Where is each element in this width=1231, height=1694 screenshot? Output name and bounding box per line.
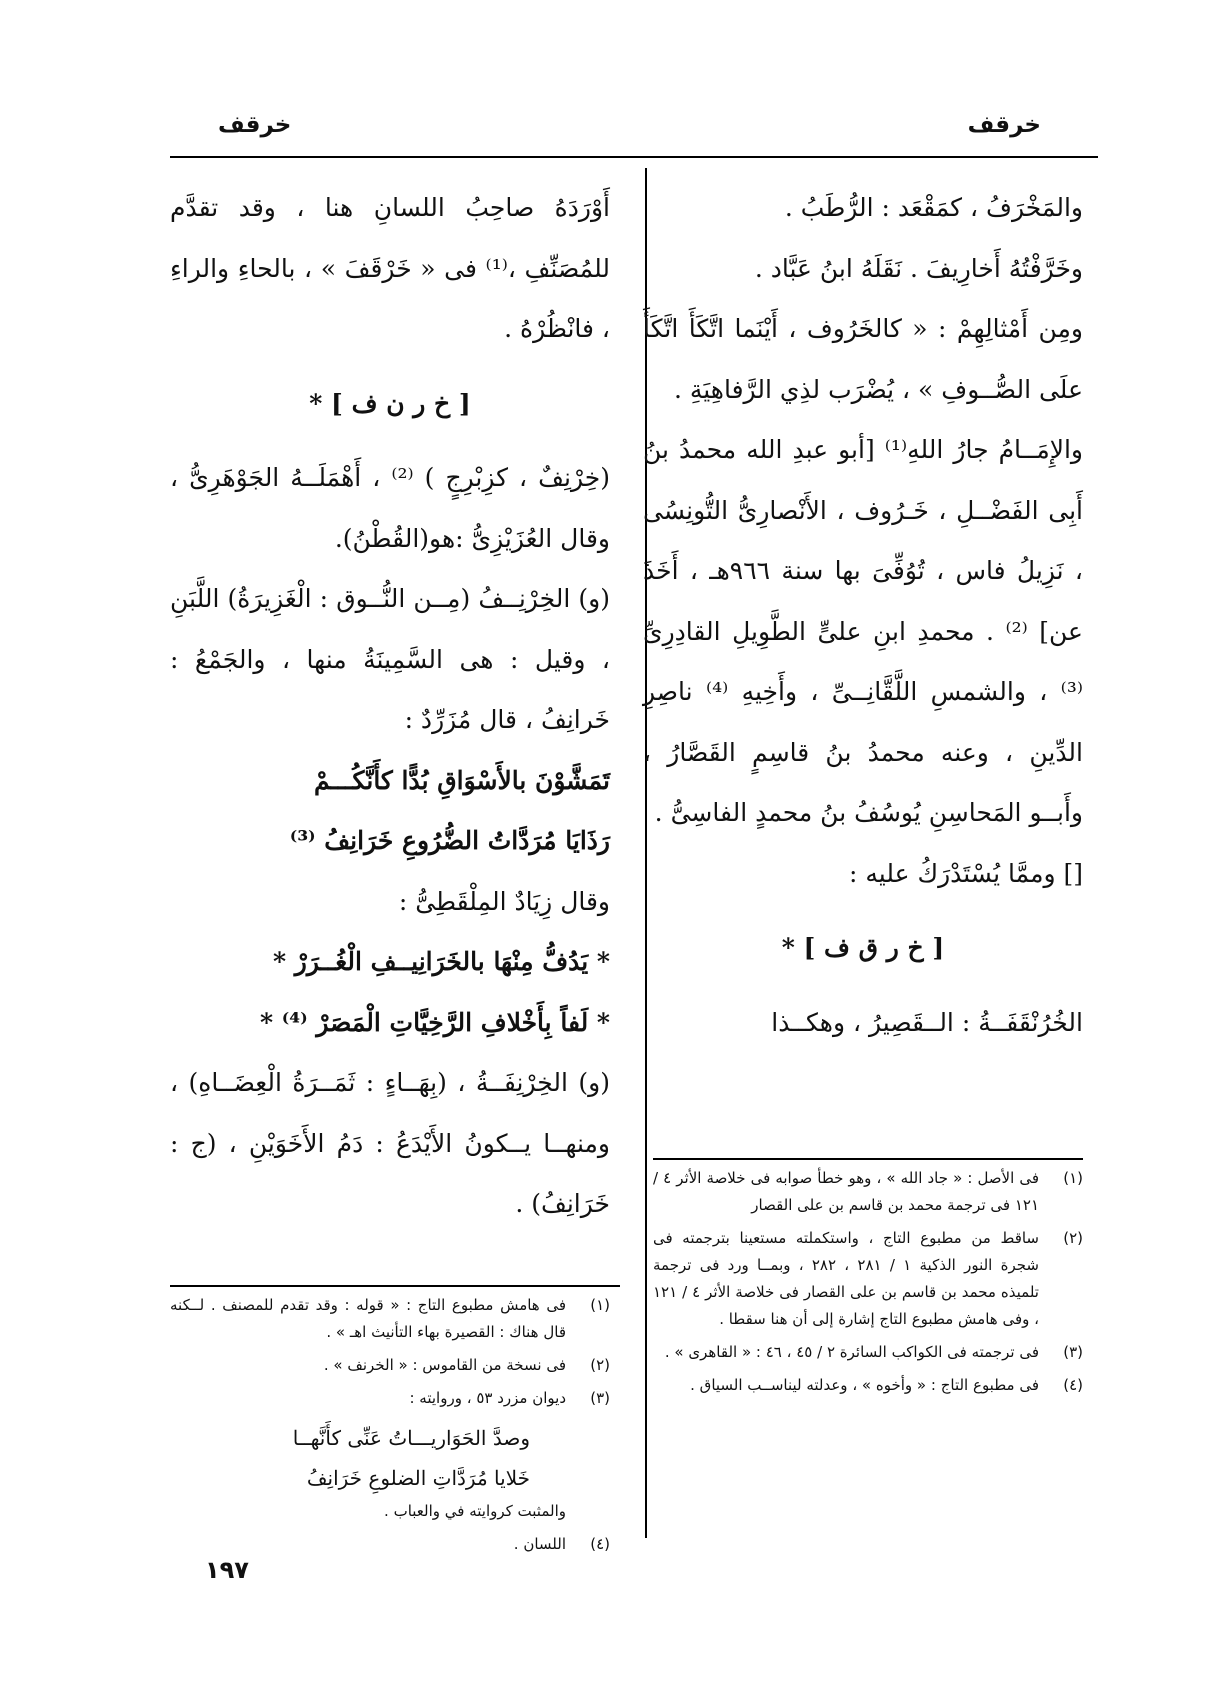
footnotes-right: [653, 1165, 1083, 1405]
footnote-text: فى نسخة من القاموس : « الخرنف » .: [323, 1356, 566, 1374]
footnote: [653, 1372, 1083, 1399]
footnote-text: فى الأصل : « جاد الله » ، وهو خطأ صوابه فى خلاصة الأثر ٤ / ١٢١ فى ترجمة محمد بن قاسم بن على القصار: [653, 1169, 1040, 1214]
footnote-number: (٤): [590, 1535, 610, 1553]
verse-line: * لَفاً بِأَخْلافِ الرَّخِيَّاتِ الْمَصَرْ ⁽⁴⁾ *: [260, 1007, 610, 1037]
footnote: [653, 1165, 1083, 1219]
footnote-number: (٣): [590, 1389, 610, 1407]
footnote-continuation: [170, 1498, 610, 1525]
footnote-rule-right: [653, 1158, 1083, 1160]
verse-line: رَذَايَا مُرَدَّاتُ الضُّرُوعِ خَرَانِفُ ⁽³⁾: [289, 826, 610, 855]
footnote-text: فى مطبوع التاج : « وأخوه » ، وعدلته ليناســب السياق .: [690, 1376, 1039, 1394]
footnotes-left: [170, 1292, 610, 1564]
entry-paragraph: أَوْرَدَهُ صاحِبُ اللسانِ هنا ، وقد تقدَّم للمُصَنِّفِ ،⁽¹⁾ فى « خَرْقَفَ » ، بالحاءِ والراءِ ، فانْظُرْهُ .: [170, 193, 610, 343]
entry-paragraph: ومِن أَمْثالِهِمْ : « كالخَرُوف ، أَيْنَما اتَّكَأَ اتَّكَأَ علَى الصُّــوفِ » ، يُضْرَب لذِي الرَّفاهِيَةِ .: [643, 314, 1083, 404]
right-column: [643, 178, 1083, 1053]
verse-line: تَمَشَّوْنَ بالأَسْوَاقِ بُدًّا كأَنَّكُـــمْ: [313, 765, 610, 795]
footnote-number: (٢): [590, 1356, 610, 1374]
entry-paragraph: وقال زِيَادٌ المِلْقَطِىُّ :: [398, 886, 610, 916]
entry-paragraph: (و) الخِرْنِــفُ (مِــن النُّــوق : الْغَزِيرَةُ) اللَّبَنِ ، وقيل : هى السَّمِينَةُ منها ، والجَمْعُ : خَرانِفُ ، قال مُزَرِّدٌ :: [170, 584, 610, 734]
footnote: [170, 1352, 610, 1379]
footnote: [170, 1292, 610, 1346]
root-heading: [ خ ر ق ف ] *: [781, 933, 945, 962]
footnote-verse-line: وصدَّ الحَوَاريـــاتُ عَنِّى كأَنَّهــا: [292, 1426, 530, 1450]
footnote-text: ديوان مزرد ٥٣ ، وروايته :: [409, 1389, 566, 1407]
footnote-text: فى ترجمته فى الكواكب السائرة ٢ / ٤٥ ، ٤٦ : « القاهرى » .: [664, 1343, 1039, 1361]
footnote-verse-line: خَلايا مُرَدَّاتِ الضلوعِ خَرَانِفُ: [306, 1466, 530, 1490]
footnote: [653, 1339, 1083, 1366]
footnote-rule-left: [170, 1285, 620, 1287]
footnote: [170, 1385, 610, 1412]
footnote-number: (٤): [1063, 1376, 1083, 1394]
footnote-number: (١): [590, 1296, 610, 1314]
footnote-number: (١): [1063, 1169, 1083, 1187]
footnote-text: ساقط من مطبوع التاج ، واستكملته مستعينا بترجمته فى شجرة النور الذكية ١ / ٢٨١ ، ٢٨٢ ، وبمــا ورد فى ترجمة تلميذه محمد بن قاسم بن على القصار فى خلاصة الأثر ٤ / ١٢١ ، وفى هامش مطبوع التاج إشارة إلى أن هنا سقطا .: [653, 1229, 1039, 1328]
running-header-right: خرقف: [967, 112, 1041, 138]
entry-paragraph: والإِمَــامُ جارُ اللهِ⁽¹⁾ [أبو عبدِ الله محمدُ بنُ أَبِى الفَضْــلِ ، خَـرُوف ، الأَنْصارِىُّ التُّونِسُى ، نَزِيلُ فاس ، تُوُفِّىَ بها سنة ٩٦٦هـ ، أَخَذَ عن] ⁽²⁾ . محمدِ ابنِ علىٍّ الطَّوِيلِ القادِرِىِّ ⁽³⁾ ، والشمسِ اللَّقَّانِــىِّ ، وأَخِيهِ ⁽⁴⁾ ناصِرِ الدِّينِ ، وعنه محمدُ بنُ قاسِمٍ القَصَّارُ ، وأَبــو المَحاسِنِ يُوسُفُ بنُ محمدٍ الفاسِىُّ .: [643, 435, 1083, 827]
root-heading: [ خ ر ن ف ] *: [309, 388, 471, 418]
footnote-number: (٢): [1063, 1229, 1083, 1247]
footnote-text: اللسان .: [513, 1535, 566, 1553]
footnote: [653, 1225, 1083, 1333]
entry-paragraph: الخُرُنْقَفَــةُ : الــقَصِيرُ ، وهكــذا: [771, 1007, 1083, 1037]
page-number: ١٩٧: [205, 1556, 249, 1584]
entry-paragraph: (و) الخِرْنِفَــةُ ، (بِهَــاءٍ : ثَمَــرَةُ الْعِضَــاهِ) ، ومنهــا يــكونُ الأَيْدَعُ : دَمُ الأَخَوَيْنِ ، (ج : خَرَانِفُ) .: [170, 1068, 610, 1218]
footnote-text: فى هامش مطبوع التاج : « قوله : وقد تقدم للمصنف . لــكنه قال هناك : القصيرة بهاء التأنيث اهـ » .: [170, 1296, 566, 1341]
left-column: [170, 178, 610, 1235]
footnote-number: (٣): [1063, 1343, 1083, 1361]
footnote: [170, 1531, 610, 1558]
running-header-left: خرقف: [218, 112, 292, 138]
entry-paragraph: وخَرَّفْتُهُ أَخارِيفَ . نَقَلَهُ ابنُ عَبَّاد .: [754, 253, 1083, 283]
entry-paragraph: والمَخْرَفُ ، كمَقْعَد : الرُّطَبُ .: [784, 193, 1083, 222]
header-rule: [170, 156, 1098, 158]
footnote-text: والمثبت كروايته في والعباب .: [384, 1502, 566, 1520]
entry-paragraph: [] وممَّا يُسْتَدْرَكُ عليه :: [849, 858, 1083, 888]
verse-line: * يَدُفُّ مِنْهَا بالخَرَانِيــفِ الْغُــرَرْ *: [273, 947, 610, 976]
entry-paragraph: (خِرْنِفٌ ، كزِبْرِجٍ ) ⁽²⁾ ، أَهْمَلَــهُ الجَوْهَرِىُّ ، وقال العُزَيْزِىُّ :هو(القُطْنُ).: [170, 463, 610, 553]
